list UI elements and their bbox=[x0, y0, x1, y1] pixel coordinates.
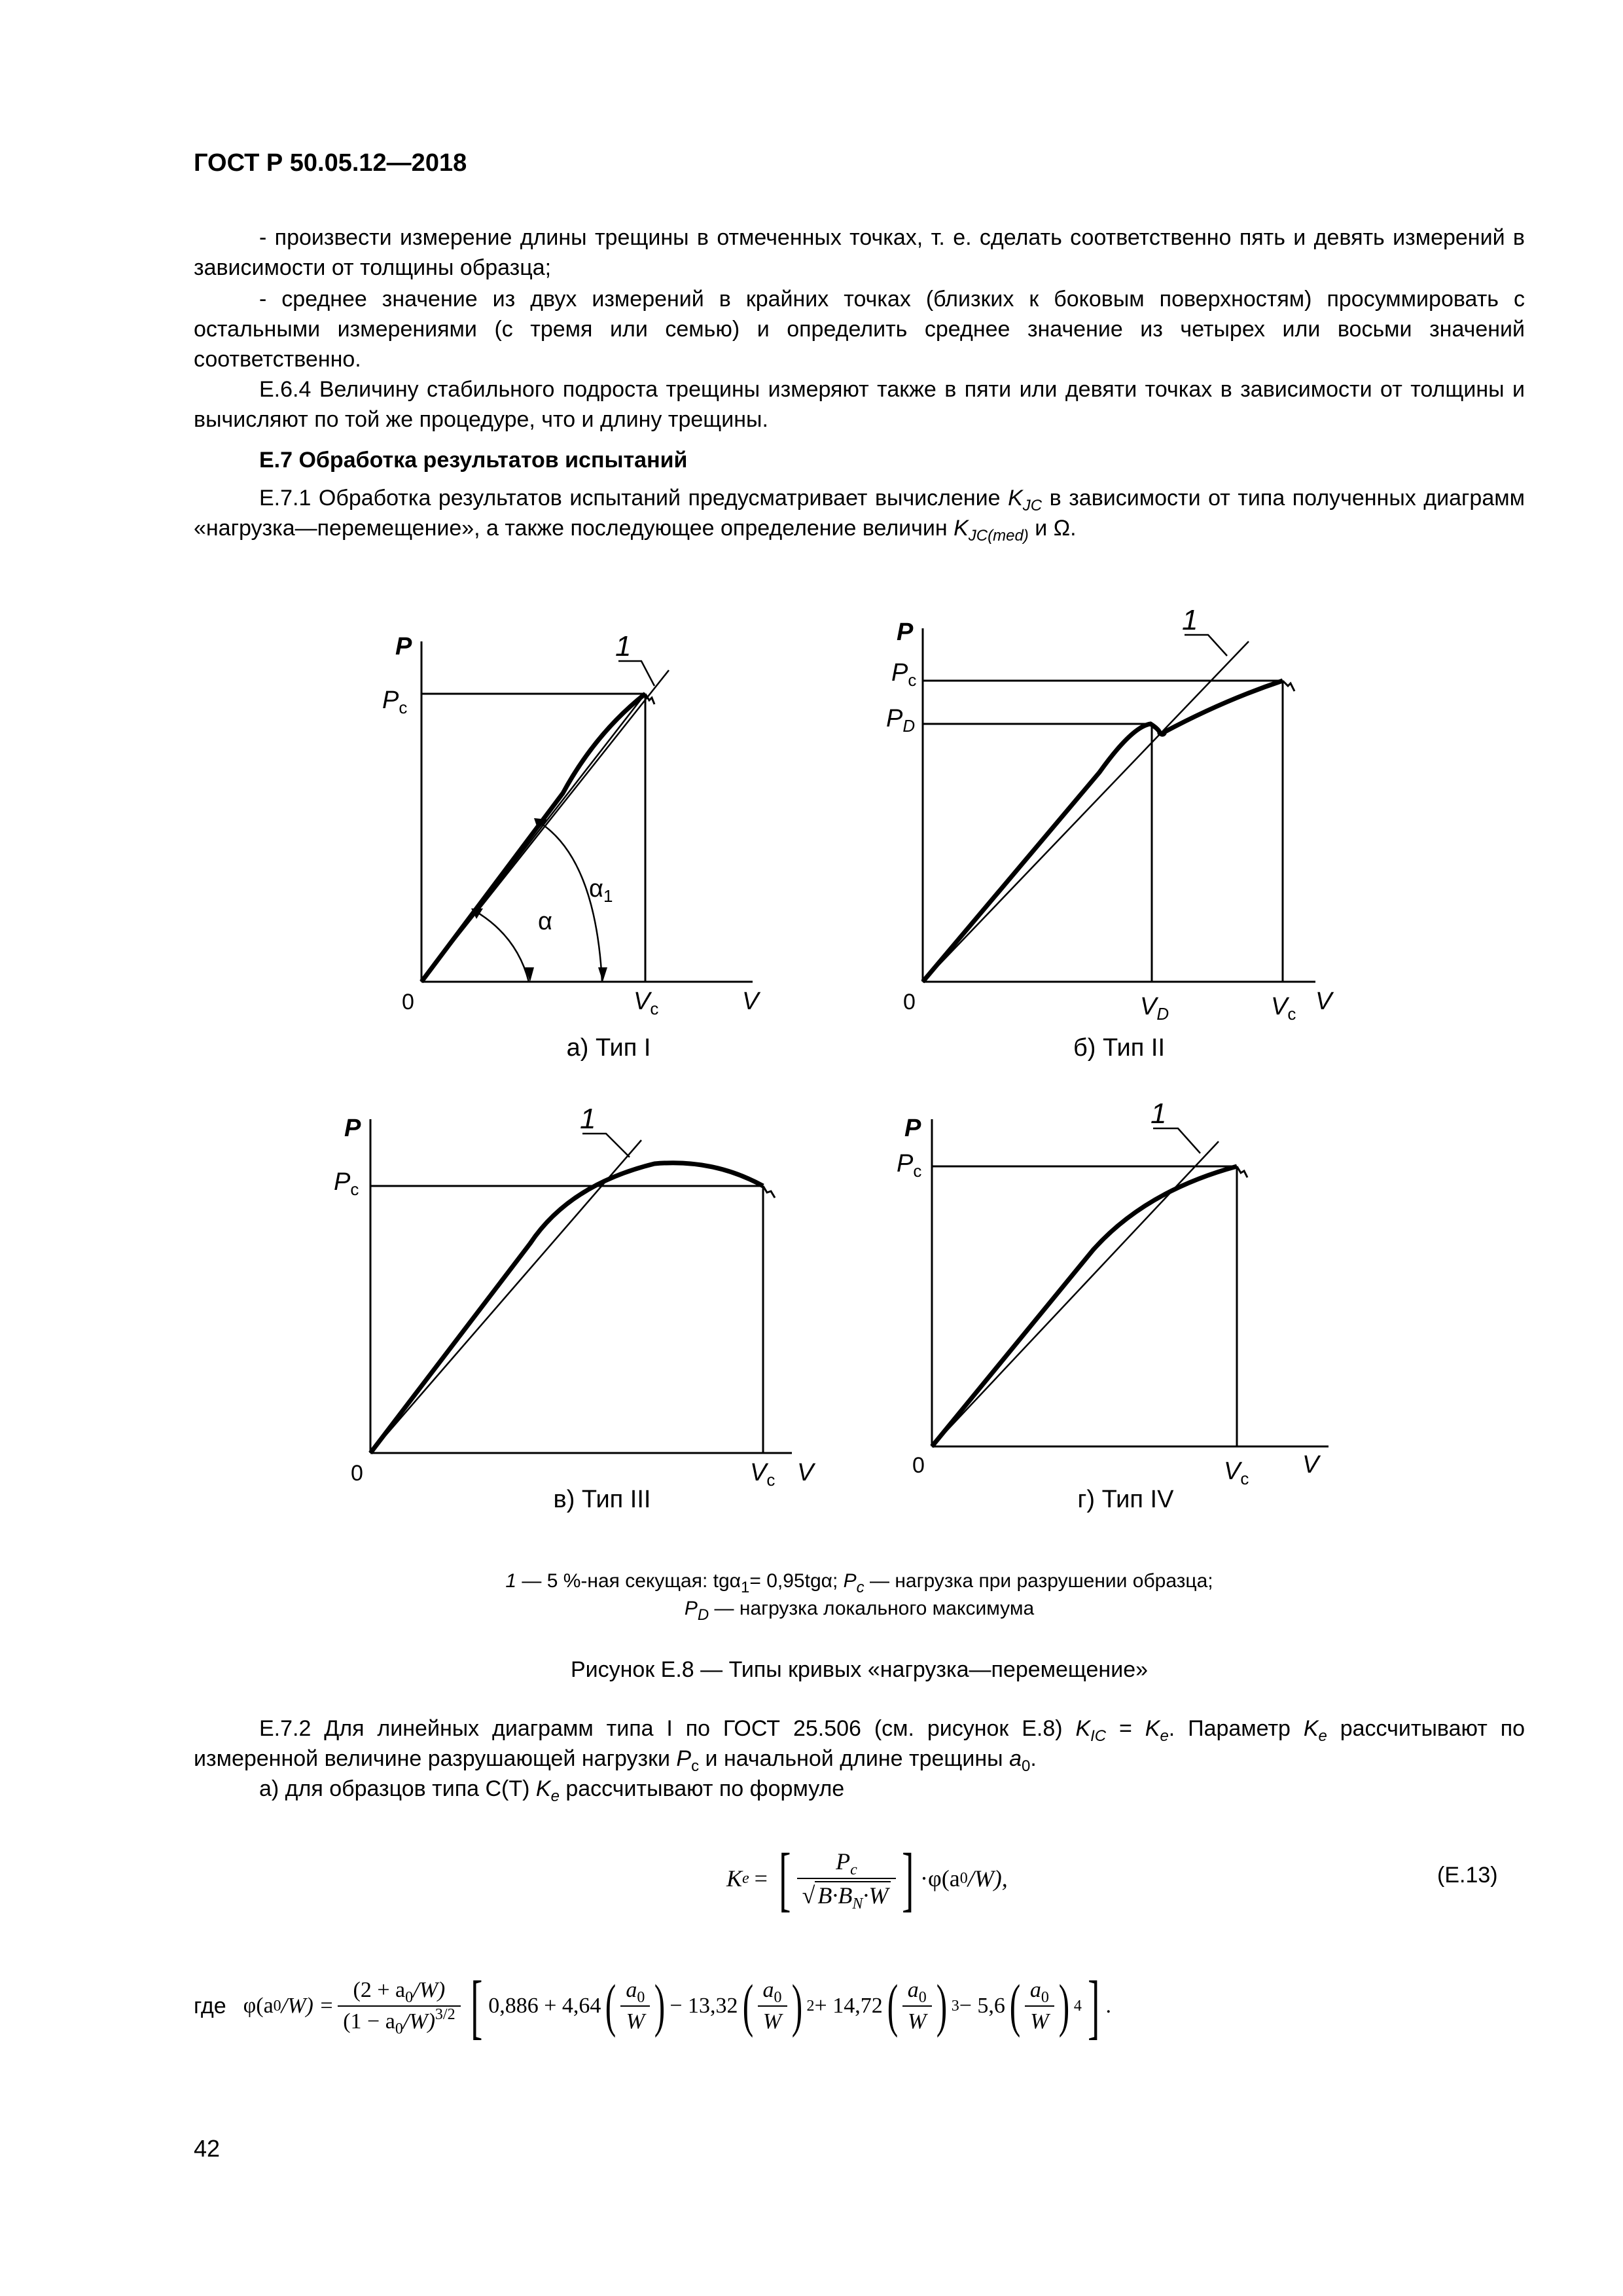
vd-label: $V_D$ bbox=[1140, 993, 1169, 1024]
label-1: 1 bbox=[1182, 604, 1198, 636]
label-1-leader bbox=[1153, 1128, 1200, 1153]
origin-label: 0 bbox=[903, 990, 916, 1014]
paragraph-5: Е.7.2 Для линейных диаграмм типа I по ГОСТ 25.506 (см. рисунок Е.8) $K_{IC} = K_e$. Параметр $K_e$ рассчитывают по измеренной величине разрушающей нагрузки $P_c$ и начальной длине трещины $a_0$. bbox=[194, 1716, 1525, 1775]
label-1-leader bbox=[618, 661, 654, 686]
secant-line bbox=[370, 1140, 641, 1453]
page-number: 42 bbox=[194, 2135, 221, 2162]
phi-fraction: $\frac{(2 + a_0/W)}{(1 - a_0/W)^{3/2}}$ bbox=[338, 1978, 460, 2034]
alpha1-arrow-foot bbox=[598, 967, 607, 982]
vc-label: $V_c$ bbox=[750, 1459, 776, 1490]
paragraph-6: а) для образцов типа С(Т) $K_e$ рассчитывают по формуле bbox=[259, 1776, 845, 1805]
secant-line bbox=[923, 641, 1249, 982]
axis-p-label: P bbox=[897, 619, 914, 646]
right-bracket: ] bbox=[1088, 1966, 1100, 2046]
caption-type-2: б) Тип II bbox=[1073, 1034, 1165, 1062]
chart-type-4 bbox=[870, 1080, 1355, 1512]
label-1-leader bbox=[1185, 635, 1227, 656]
pd-label: $P_D$ bbox=[886, 705, 916, 736]
label-1: 1 bbox=[580, 1103, 596, 1135]
label-1-leader bbox=[582, 1134, 630, 1157]
left-bracket: [ bbox=[470, 1966, 483, 2046]
left-bracket: [ bbox=[779, 1839, 791, 1918]
formula-number: (Е.13) bbox=[1437, 1863, 1498, 1888]
label-1: 1 bbox=[1150, 1098, 1167, 1130]
alpha1-label: $\alpha_1$ bbox=[589, 875, 613, 906]
pc-label: $P_c$ bbox=[897, 1150, 922, 1181]
vc-label: $V_c$ bbox=[1271, 993, 1296, 1024]
paragraph-3: Е.6.4 Величину стабильного подроста трещины измеряют также в пяти или девяти точках в зависимости от толщины и вычисляют по той же процедуре, что и длину трещины. bbox=[194, 377, 1525, 432]
chart-type-1 bbox=[366, 609, 785, 1041]
vc-label: $V_c$ bbox=[1224, 1458, 1249, 1488]
legend-line-1: 1 — 5 %-ная секущая: tgα$_1$= 0,95tgα; $P_c$ — нагрузка при разрушении образца; bbox=[505, 1570, 1213, 1596]
right-bracket: ] bbox=[902, 1839, 914, 1918]
document-header: ГОСТ Р 50.05.12—2018 bbox=[194, 149, 467, 177]
fracture-tail bbox=[1283, 681, 1294, 691]
paragraph-2: - среднее значение из двух измерений в крайних точках (близких к боковым поверхностям) просуммировать с остальными измерениями (с тремя или семью) и определить среднее значение из четырех или восьми значений соответственно. bbox=[194, 287, 1525, 372]
axis-v-label: V bbox=[1302, 1451, 1319, 1479]
load-curve bbox=[370, 1163, 763, 1453]
alpha-arc bbox=[475, 911, 529, 982]
load-curve bbox=[932, 1166, 1237, 1446]
caption-type-3: в) Тип III bbox=[553, 1486, 651, 1513]
paragraph-4: Е.7.1 Обработка результатов испытаний предусматривает вычисление $K_{JC}$ в зависимости от типа полученных диаграмм «нагрузка—перемещение», а также последующее определение величин $K_{JC(med)}$ и Ω. bbox=[194, 486, 1525, 545]
formula-phi: где φ(a 0 /W) = $\frac{(2 + a_0/W)}{(1 - a_0/W)^{3/2}}$ [ 0,886 + 4,64 ( $\frac{a_0}{W}$ ) − 13,32 ( $\frac{a_0}{W}$ ) 2 + 14,72 ( $\frac{a_0}{W}$ ) 3 − 5,6 ( $\frac{a_0}{W}$ ) 4 ] . bbox=[194, 1966, 1111, 2046]
formula-e13: K e = [ $\frac{P_c}{√ B\cdot B_N\cdot W}$ ] ·φ(a 0 /W), bbox=[726, 1839, 1008, 1918]
axis-p-label: P bbox=[904, 1115, 921, 1142]
axis-v-label: V bbox=[797, 1459, 814, 1486]
origin-label: 0 bbox=[351, 1461, 363, 1486]
caption-type-1: а) Тип I bbox=[566, 1034, 651, 1062]
axis-p-label: P bbox=[395, 633, 412, 660]
vc-label: $V_c$ bbox=[633, 988, 659, 1018]
paragraph-1: - произвести измерение длины трещины в отмеченных точках, т. е. сделать соответственно пять и девять измерений в зависимости от толщины образца; bbox=[194, 225, 1525, 280]
caption-type-4: г) Тип IV bbox=[1077, 1486, 1174, 1513]
section-heading: Е.7 Обработка результатов испытаний bbox=[259, 448, 688, 473]
origin-label: 0 bbox=[402, 990, 414, 1014]
load-curve bbox=[923, 681, 1283, 982]
fracture-tail bbox=[1237, 1166, 1247, 1177]
alpha-label: α bbox=[538, 908, 552, 935]
figure-title: Рисунок Е.8 — Типы кривых «нагрузка—перемещение» bbox=[570, 1657, 1149, 1682]
figure-legend bbox=[194, 1568, 1525, 1623]
pc-label: $P_c$ bbox=[334, 1168, 359, 1199]
axis-p-label: P bbox=[344, 1115, 361, 1142]
label-1: 1 bbox=[615, 630, 632, 662]
axis-v-label: V bbox=[742, 988, 759, 1015]
pc-label: $P_c$ bbox=[891, 659, 917, 690]
chart-type-2 bbox=[857, 596, 1355, 1041]
pc-label: $P_c$ bbox=[382, 687, 408, 717]
origin-label: 0 bbox=[912, 1453, 925, 1478]
formula-fraction: $\frac{P_c}{√ B\cdot B_N\cdot W}$ bbox=[797, 1848, 897, 1909]
axis-v-label: V bbox=[1315, 988, 1332, 1015]
chart-type-3 bbox=[308, 1080, 831, 1512]
legend-line-2: $P_D$ — нагрузка локального максимума bbox=[684, 1598, 1035, 1624]
fracture-tail bbox=[763, 1186, 775, 1198]
